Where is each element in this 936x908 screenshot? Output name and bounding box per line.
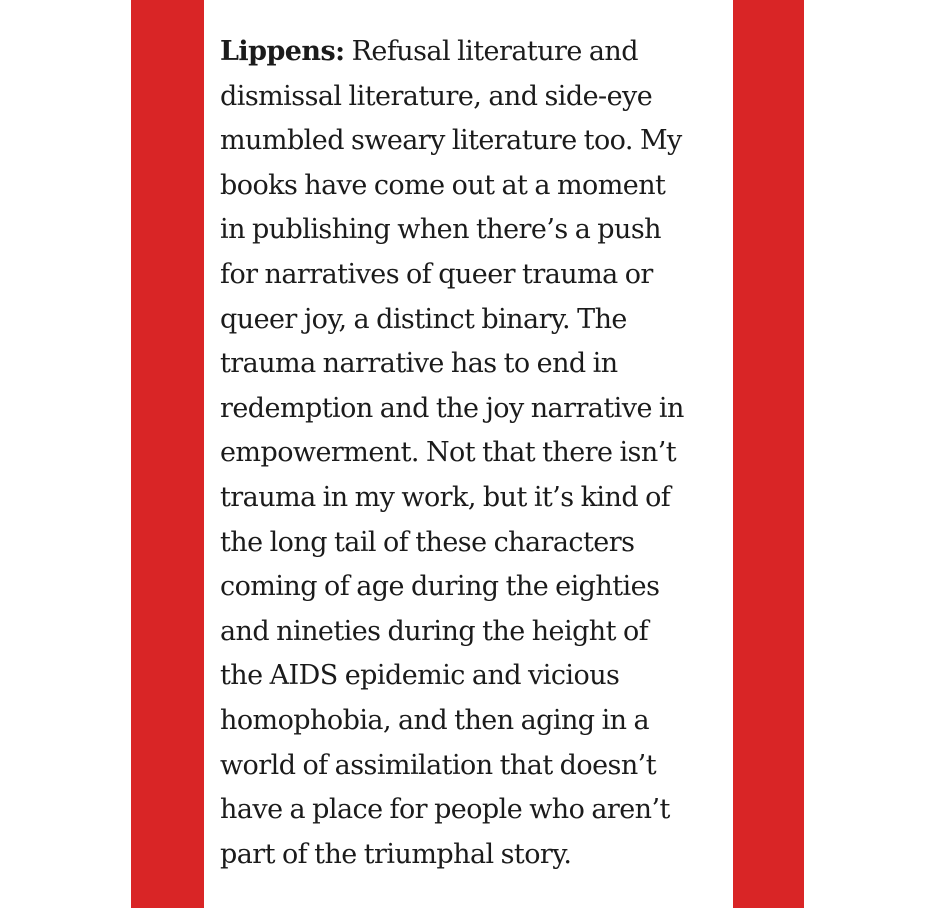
answer-line: books have come out at a moment — [220, 169, 666, 201]
answer-line: for narratives of queer trauma or — [220, 258, 653, 290]
answer-line: homophobia, and then aging in a — [220, 704, 650, 736]
article-column — [204, 0, 733, 908]
left-red-border — [131, 0, 204, 908]
answer-line: have a place for people who aren’t — [220, 794, 670, 826]
answer-line: the long tail of these characters — [220, 526, 635, 558]
answer-line: coming of age during the eighties — [220, 571, 660, 603]
answer-line: in publishing when there’s a push — [220, 214, 661, 246]
answer-line: empowerment. Not that there isn’t — [220, 437, 677, 469]
answer-line: trauma narrative has to end in — [220, 348, 618, 380]
answer-text: Refusal literature and — [351, 36, 638, 67]
answer-line: and nineties during the height of — [220, 615, 649, 647]
answer-line: trauma in my work, but it’s kind of — [220, 481, 671, 513]
answer-line: queer joy, a distinct binary. The — [220, 303, 627, 335]
right-red-border — [733, 0, 804, 908]
answer-line-1 — [220, 30, 725, 75]
answer-line: part of the triumphal story. — [220, 838, 572, 870]
answer-line: dismissal literature, and side-eye — [220, 80, 653, 112]
answer-line: world of assimilation that doesn’t — [220, 749, 656, 781]
answer-line: the AIDS epidemic and vicious — [220, 660, 620, 692]
interview-answer — [220, 30, 725, 877]
answer-line: redemption and the joy narrative in — [220, 392, 684, 424]
speaker-name: Lippens: — [220, 36, 345, 67]
answer-line: mumbled sweary literature too. My — [220, 125, 682, 157]
